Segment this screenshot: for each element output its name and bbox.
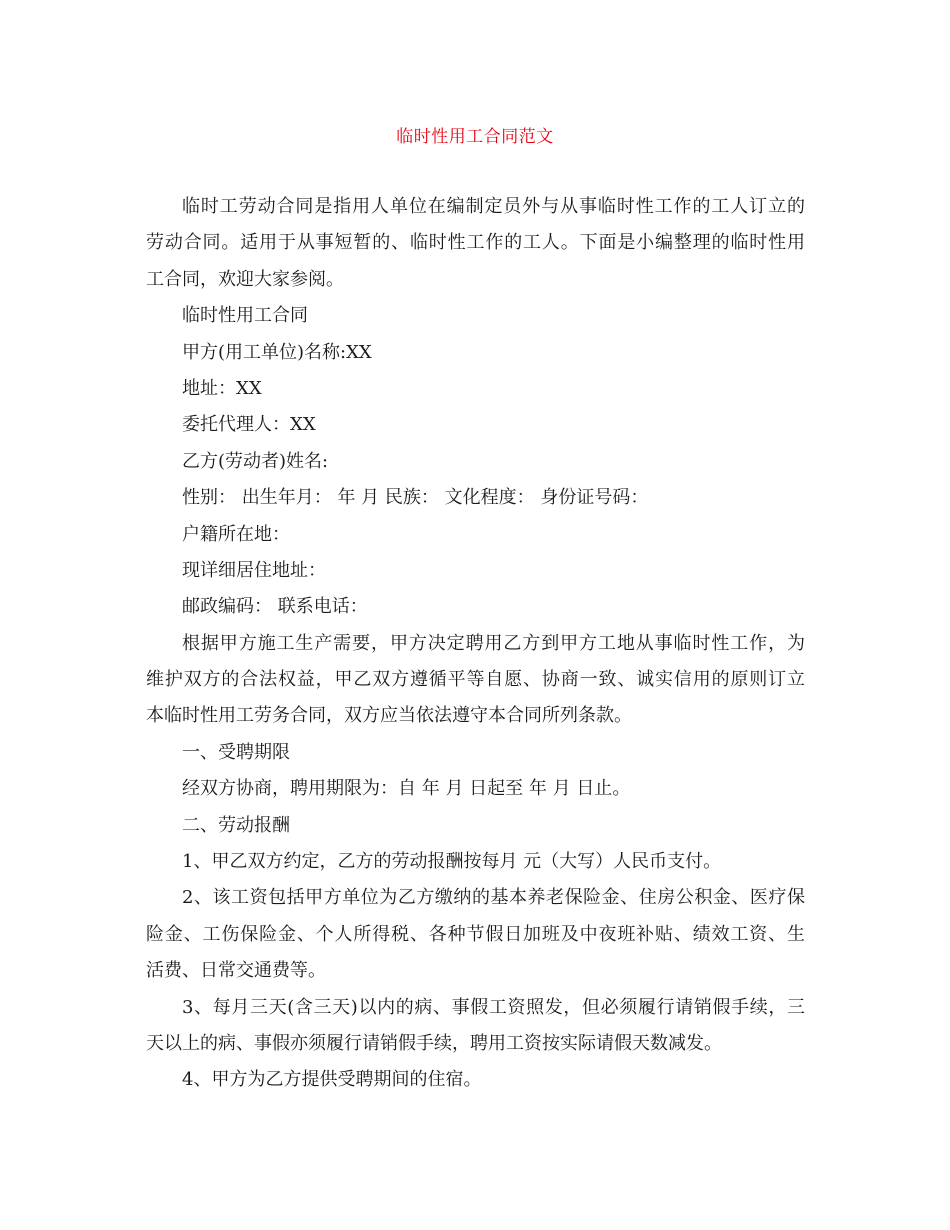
paragraph bbox=[146, 517, 805, 553]
paragraph-line: 维护双方的合法权益，甲乙双方遵循平等自愿、协商一致、诚实信用的原则订立 bbox=[146, 669, 805, 691]
paragraph bbox=[146, 808, 805, 844]
paragraph-line: 3、每月三天(含三天)以内的病、事假工资照发，但必须履行请销假手续，三 bbox=[182, 996, 805, 1018]
paragraph-line: 委托代理人：XX bbox=[182, 414, 316, 436]
paragraph bbox=[146, 990, 805, 1063]
paragraph-line: 本临时性用工劳务合同，双方应当依法遵守本合同所列条款。 bbox=[146, 705, 632, 727]
paragraph-line: 邮政编码： 联系电话： bbox=[182, 596, 368, 618]
paragraph bbox=[146, 880, 805, 989]
paragraph-line: 2、该工资包括甲方单位为乙方缴纳的基本养老保险金、住房公积金、医疗保 bbox=[182, 887, 805, 909]
paragraph-line: 天以上的病、事假亦须履行请销假手续，聘用工资按实际请假天数减发。 bbox=[146, 1032, 722, 1054]
paragraph bbox=[146, 771, 805, 807]
paragraph bbox=[146, 626, 805, 735]
paragraph-line: 临时性用工合同 bbox=[182, 305, 308, 327]
paragraph bbox=[146, 444, 805, 480]
paragraph-line: 1、甲乙双方约定，乙方的劳动报酬按每月 元（大写）人民币支付。 bbox=[182, 851, 722, 873]
paragraph bbox=[146, 1062, 805, 1098]
paragraph-line: 甲方(用工单位)名称:XX bbox=[182, 341, 372, 363]
document-body bbox=[146, 189, 805, 1099]
paragraph-line: 经双方协商，聘用期限为：自 年 月 日起至 年 月 日止。 bbox=[182, 778, 631, 800]
paragraph-line: 工合同，欢迎大家参阅。 bbox=[146, 268, 344, 290]
paragraph-line: 户籍所在地： bbox=[182, 523, 290, 545]
paragraph-line: 活费、日常交通费等。 bbox=[146, 960, 326, 982]
paragraph-line: 地址：XX bbox=[182, 377, 262, 399]
paragraph-line: 根据甲方施工生产需要，甲方决定聘用乙方到甲方工地从事临时性工作，为 bbox=[182, 632, 805, 654]
paragraph bbox=[146, 553, 805, 589]
paragraph bbox=[146, 189, 805, 298]
document-title: 临时性用工合同范文 bbox=[396, 127, 554, 147]
paragraph-line: 一、受聘期限 bbox=[182, 741, 290, 763]
paragraph bbox=[146, 407, 805, 443]
paragraph bbox=[146, 735, 805, 771]
paragraph bbox=[146, 298, 805, 334]
paragraph-line: 二、劳动报酬 bbox=[182, 814, 290, 836]
paragraph bbox=[146, 335, 805, 371]
paragraph bbox=[146, 371, 805, 407]
paragraph-line: 临时工劳动合同是指用人单位在编制定员外与从事临时性工作的工人订立的 bbox=[182, 196, 805, 217]
paragraph bbox=[146, 480, 805, 516]
paragraph bbox=[146, 589, 805, 625]
paragraph-line: 现详细居住地址： bbox=[182, 559, 326, 581]
paragraph-line: 4、甲方为乙方提供受聘期间的住宿。 bbox=[182, 1069, 482, 1091]
paragraph-line: 性别： 出生年月： 年 月 民族： 文化程度： 身份证号码： bbox=[182, 487, 649, 509]
paragraph bbox=[146, 844, 805, 880]
paragraph-line: 乙方(劳动者)姓名: bbox=[182, 450, 329, 472]
paragraph-line: 险金、工伤保险金、个人所得税、各种节假日加班及中夜班补贴、绩效工资、生 bbox=[146, 923, 805, 945]
paragraph-line: 劳动合同。适用于从事短暂的、临时性工作的工人。下面是小编整理的临时性用 bbox=[146, 232, 805, 254]
